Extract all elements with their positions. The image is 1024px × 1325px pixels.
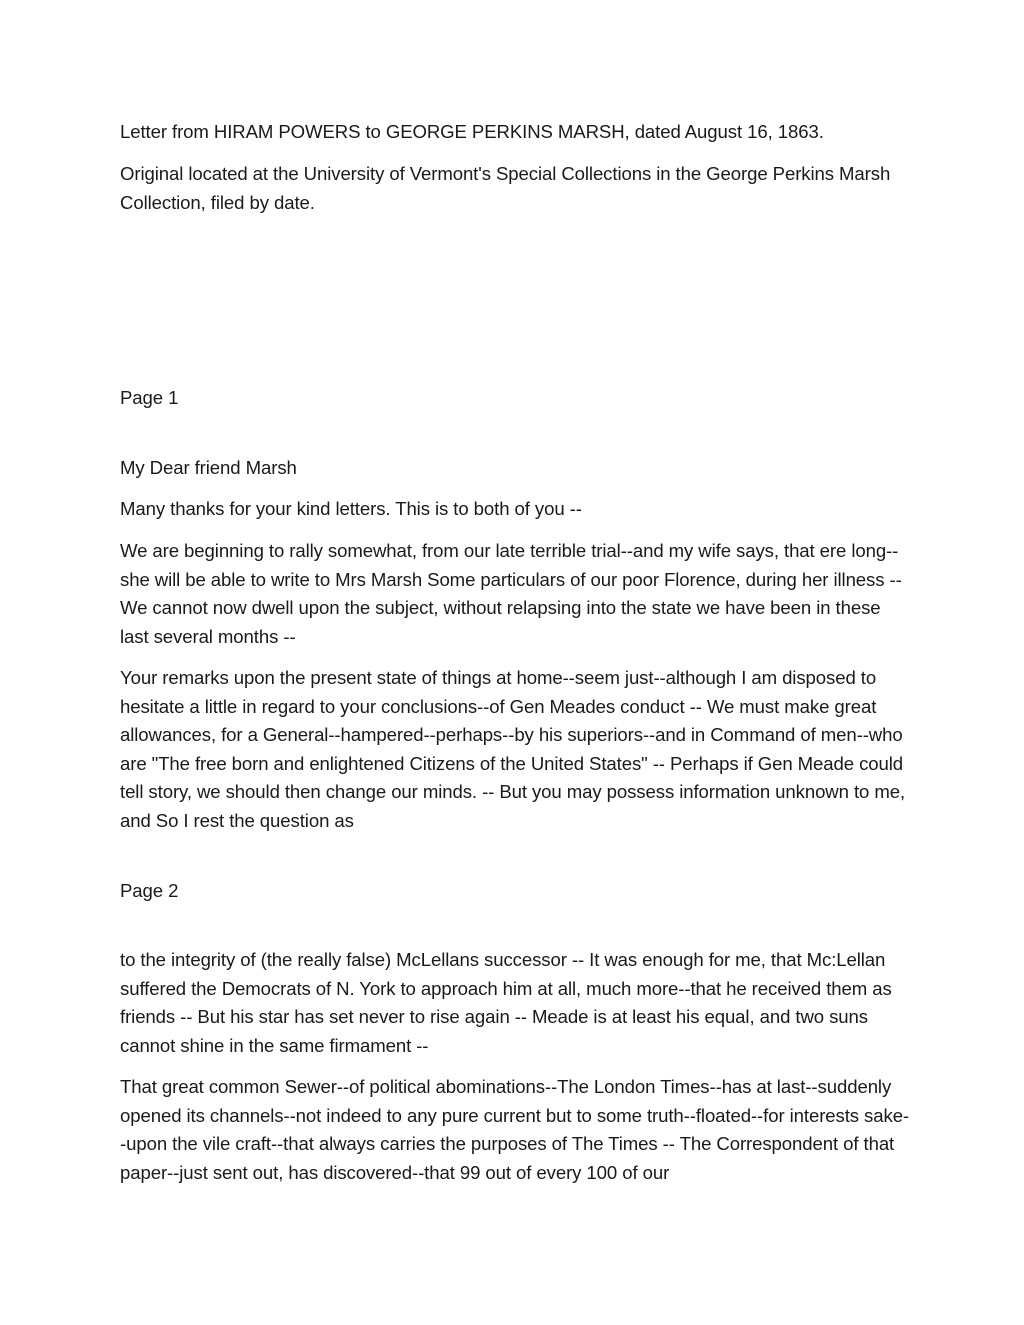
paragraph-thanks: Many thanks for your kind letters. This is to both of you -- [120, 498, 582, 519]
paragraph-london-times: That great common Sewer--of political abominations--The London Times--has at last--suddenly opened its channels--not indeed to any pure current but to some truth--floated--for interests sake--upon the vile craft--that always carries the purposes of The Times -- The Correspondent of that paper--just sent out, has discovered--that 99 out of every 100 of our [120, 1076, 910, 1183]
document-page [120, 0, 910, 1325]
letter-header-line: Letter from HIRAM POWERS to GEORGE PERKINS MARSH, dated August 16, 1863. [120, 121, 824, 142]
paragraph-remarks: Your remarks upon the present state of things at home--seem just--although I am disposed to hesitate a little in regard to your conclusions--of Gen Meades conduct -- We must make great allowances, for a General--hampered--perhaps--by his superiors--and in Command of men--who are "The free born and enlightened Citizens of the United States" -- Perhaps if Gen Meade could tell story, we should then change our minds. -- But you may possess information unknown to me, and So I rest the question as [120, 667, 906, 831]
page-2-label: Page 2 [120, 880, 179, 901]
paragraph-mclellan: to the integrity of (the really false) McLellans successor -- It was enough for me, that Mc:Lellan suffered the Democrats of N. York to approach him at all, much more--that he received them as friends -- But his star has set never to rise again -- Meade is at least his equal, and two suns cannot shine in the same firmament -- [120, 949, 892, 1056]
source-note: Original located at the University of Vermont's Special Collections in the George Perkins Marsh Collection, filed by date. [120, 163, 891, 213]
page-1-label: Page 1 [120, 387, 179, 408]
salutation: My Dear friend Marsh [120, 457, 297, 478]
paragraph-rally: We are beginning to rally somewhat, from our late terrible trial--and my wife says, that ere long--she will be able to write to Mrs Marsh Some particulars of our poor Florence, during her illness -- We cannot now dwell upon the subject, without relapsing into the state we have been in these last several months -- [120, 540, 902, 647]
